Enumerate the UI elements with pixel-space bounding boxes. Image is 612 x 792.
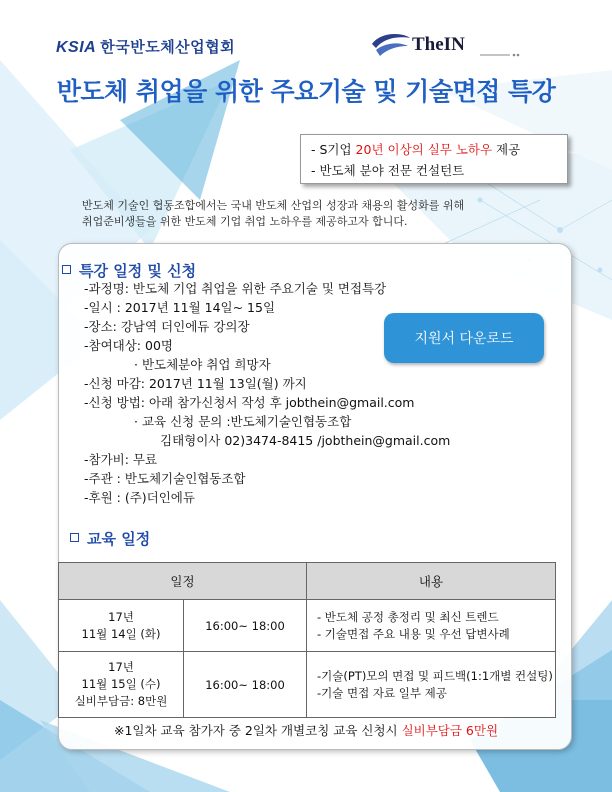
info-line-fee: -참가비: 무료 [84,452,158,467]
content-line: -기술 면접 자료 일부 제공 [317,685,447,700]
highlight-line-1 [311,139,567,160]
highlight-line-1-prefix: - S기업 [311,142,356,157]
table-cell-date [59,600,184,652]
content-line: - 기술면접 주요 내용 및 우선 답변사례 [317,626,510,641]
table-cell-content [307,600,556,652]
info-line-sponsor: -후원 : (주)더인에듀 [84,490,195,505]
table-cell-time: 16:00~ 18:00 [184,652,307,718]
section-heading-curriculum [70,528,150,549]
info-line-method: -신청 방법: 아래 참가신청서 작성 후 jobthein@gmail.com [84,395,415,410]
info-line-date: -일시 : 2017년 11월 14일~ 15일 [84,300,276,315]
ksia-logo-name: 한국반도체산업협회 [100,39,236,56]
date-line: 11월 15일 (수) [81,677,161,691]
ksia-logo-abbr: KSIA [56,39,97,56]
highlight-line-2: - 반도체 분야 전문 컨설턴트 [311,163,465,178]
thein-logo-underline-icon [480,52,520,58]
date-line: 11월 14일 (화) [81,626,161,641]
page-title: 반도체 취업을 위한 주요기술 및 기술면접 특강 [56,77,556,106]
ksia-logo [56,36,235,57]
intro-line-1: 반도체 기술인 협동조합에서는 국내 반도체 산업의 성장과 채용의 활성화를 위해 [82,199,465,212]
table-header-content: 내용 [307,563,556,600]
highlight-box [300,134,568,184]
table-header-schedule: 일정 [59,563,307,600]
info-line-participants: -참여대상: 00명 [84,338,173,353]
info-line-contact: 김태형이사 02)3474-8415 /jobthein@gmail.com [160,433,451,448]
thein-logo-wordmark: TheIN [412,34,465,55]
square-bullet-icon [62,265,71,274]
table-cell-content [307,652,556,718]
table-cell-time: 16:00~ 18:00 [184,600,307,652]
table-row [59,600,556,652]
info-line-location: -장소: 강남역 더인에듀 강의장 [84,319,250,334]
thein-logo [368,30,548,60]
footnote-emphasis: 실비부담금 6만원 [401,723,499,738]
content-line: -기술(PT)모의 면접 및 피드백(1:1개별 컨설팅) [317,668,553,683]
date-line: 17년 [108,609,134,624]
highlight-line-1-emphasis: 20년 이상의 실무 노하우 [355,142,493,157]
content-line: - 반도체 공정 총정리 및 최신 트렌드 [317,609,499,624]
intro-line-2: 취업준비생들을 위한 반도체 기업 취업 노하우를 제공하고자 합니다. [82,215,408,228]
info-line-target: · 반도체분야 취업 희망자 [134,357,271,372]
date-line: 17년 [108,660,134,674]
footnote-text: ※1일차 교육 참가자 중 2일차 개별코칭 교육 신청시 [113,723,402,738]
highlight-line-1-suffix: 제공 [492,142,521,157]
info-line-inquiry: · 교육 신청 문의 :반도체기술인협동조합 [134,414,352,429]
intro-paragraph [82,198,542,230]
thein-logo-swoosh-icon [368,30,412,60]
download-application-button[interactable]: 지원서 다운로드 [384,313,544,363]
schedule-table [58,562,556,718]
table-cell-date [59,652,184,718]
footnote [0,721,612,739]
section-heading-curriculum-text: 교육 일정 [87,530,151,548]
table-row [59,652,556,718]
date-line: 실비부담금: 8만원 [74,694,168,708]
square-bullet-icon [70,533,79,542]
info-line-course-name: -과정명: 반도체 기업 취업을 위한 주요기술 및 면접특강 [84,281,387,296]
info-line-deadline: -신청 마감: 2017년 11월 13일(월) 까지 [84,376,307,391]
section-heading-schedule [62,260,196,281]
table-header-row [59,563,556,600]
info-line-organizer: -주관 : 반도체기술인협동조합 [84,471,246,486]
section-heading-schedule-text: 특강 일정 및 신청 [79,262,197,280]
